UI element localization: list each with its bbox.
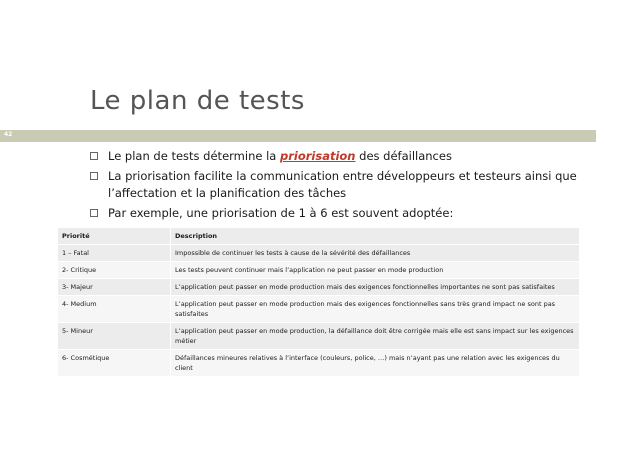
priority-cell: 6- Cosmétique (58, 350, 171, 377)
description-cell: L’application peut passer en mode production, la défaillance doit être corrigée mais elle est sans impact sur les exigences métier (171, 323, 580, 350)
bullet-item (90, 205, 610, 222)
bullet-text: Le plan de tests détermine la (108, 149, 280, 163)
slide-number: 42 (4, 131, 13, 138)
table-row (58, 350, 580, 377)
description-cell: L’application peut passer en mode production mais des exigences fonctionnelles importantes ne sont pas satisfaites (171, 279, 580, 296)
description-cell: Les tests peuvent continuer mais l’application ne peut passer en mode production (171, 262, 580, 279)
table-row (58, 279, 580, 296)
table-row (58, 323, 580, 350)
title-divider-bar (0, 130, 596, 142)
header-description: Description (171, 228, 580, 245)
bullet-item (90, 148, 610, 165)
priority-cell: 2- Critique (58, 262, 171, 279)
priority-cell: 3- Majeur (58, 279, 171, 296)
bullet-list (90, 148, 610, 225)
priority-cell: 4- Medium (58, 296, 171, 323)
square-bullet-icon (90, 152, 98, 160)
priority-cell: 1 – Fatal (58, 245, 171, 262)
bullet-text-end: des défaillances (355, 149, 452, 163)
square-bullet-icon (90, 209, 98, 217)
bullet-text: Par exemple, une priorisation de 1 à 6 est souvent adoptée: (108, 206, 454, 220)
square-bullet-icon (90, 172, 98, 180)
bullet-item (90, 168, 610, 202)
description-cell: Impossible de continuer les tests à cause de la sévérité des défaillances (171, 245, 580, 262)
bullet-text: La priorisation facilite la communication entre développeurs et testeurs ainsi que l’affectation et la planification des tâches (108, 169, 577, 200)
table-header-row (58, 228, 580, 245)
table-row (58, 245, 580, 262)
table-row (58, 296, 580, 323)
bullet-emphasis: priorisation (279, 149, 356, 163)
slide-title: Le plan de tests (90, 86, 305, 116)
priority-cell: 5- Mineur (58, 323, 171, 350)
description-cell: L’application peut passer en mode production mais des exigences fonctionnelles sans très grand impact ne sont pas satisfaites (171, 296, 580, 323)
priority-table (57, 227, 580, 377)
table-row (58, 262, 580, 279)
description-cell: Défaillances mineures relatives à l’interface (couleurs, police, …) mais n’ayant pas une relation avec les exigences du client (171, 350, 580, 377)
header-priority: Priorité (58, 228, 171, 245)
